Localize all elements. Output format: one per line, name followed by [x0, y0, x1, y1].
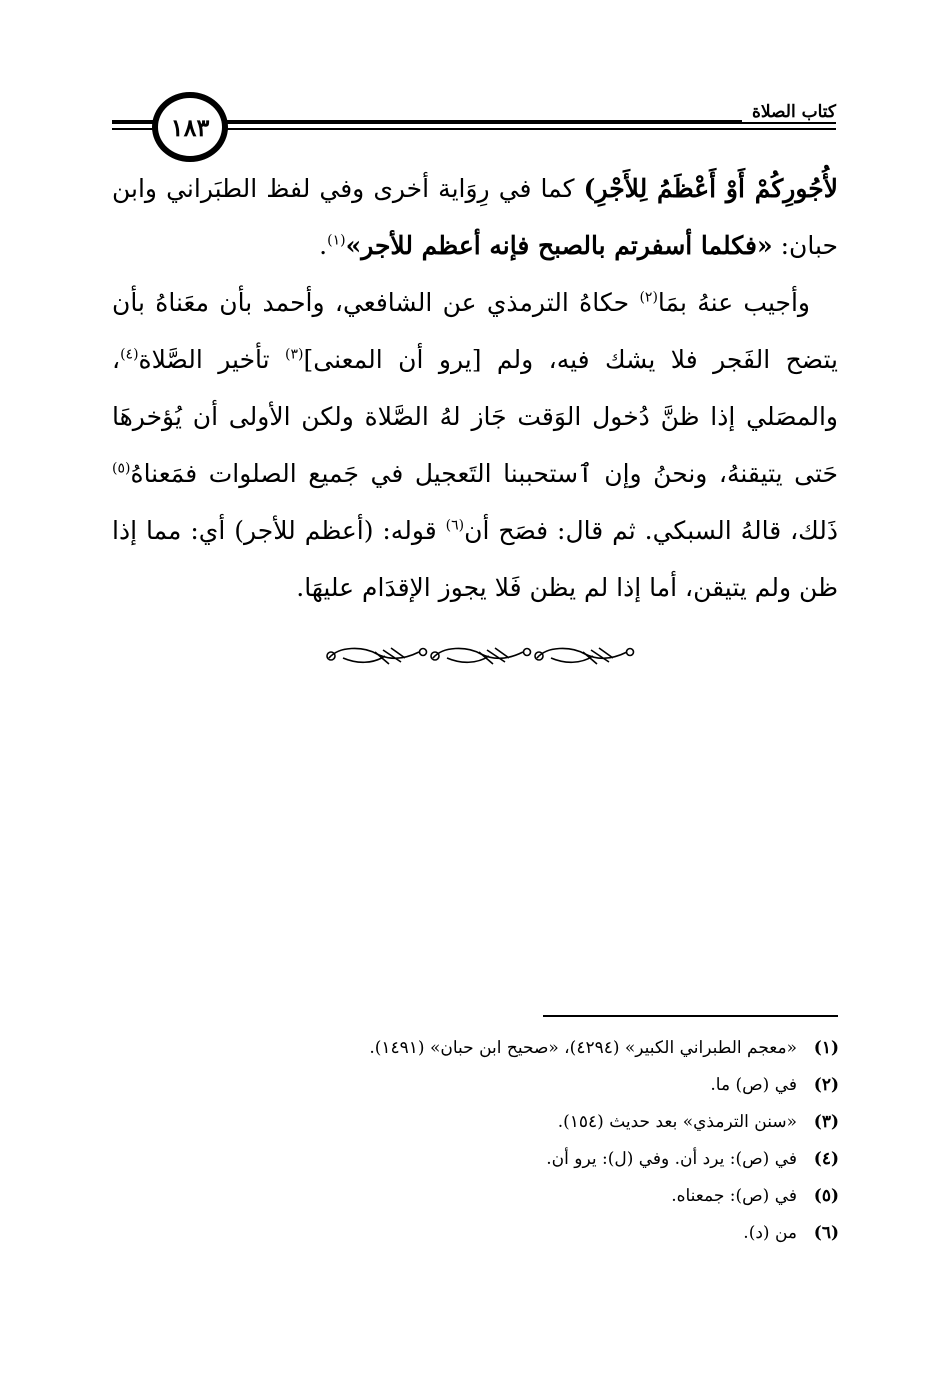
footnote-text: «سنن الترمذي» بعد حديث (١٥٤). — [557, 1112, 797, 1132]
footnote-number: (١) — [813, 1038, 839, 1058]
footnotes-list — [219, 1030, 839, 1252]
footnote-text: في (ص): جمعناه. — [671, 1186, 797, 1206]
footnote-number: (٦) — [813, 1223, 839, 1243]
footnote-item — [219, 1030, 839, 1067]
footnote-ref-4[interactable]: (٤) — [120, 346, 139, 363]
footnote-number: (٤) — [813, 1149, 839, 1169]
section-end-ornament — [323, 640, 635, 670]
paragraph-2 — [112, 274, 838, 616]
paragraph-1 — [112, 160, 838, 274]
text-run: كما في رِوَاية أخرى وفي لفظ الطبَراني وابن حبان: — [112, 174, 838, 260]
footnote-text: في (ص) ما. — [710, 1075, 797, 1095]
footnote-item — [219, 1178, 839, 1215]
text-run: حكاهُ الترمذي عن الشافعي، وأحمد بأن معَناهُ بأن يتضح الفَجر فلا يشك فيه، ولم [يرو أن المعنى] — [112, 288, 838, 374]
footnote-number: (٣) — [813, 1112, 839, 1132]
text-run: قوله: (أعظم للأجر) أي: مما إذا ظن ولم يتيقن، أما إذا لم يظن فَلا يجوز الإقدَام عليهَا. — [112, 516, 838, 602]
footnote-ref-5[interactable]: (٥) — [112, 460, 131, 477]
footnote-item — [219, 1215, 839, 1252]
footnote-item — [219, 1141, 839, 1178]
page-number: ١٨٣ — [170, 112, 210, 142]
quote-end: لأُجُورِكُمْ أَوْ أَعْظَمُ لِلأَجْرِ) — [583, 174, 838, 203]
running-title: كتاب الصلاة — [742, 102, 836, 122]
footnote-text: «معجم الطبراني الكبير» (٤٢٩٤)، «صحيح ابن حبان» (١٤٩١). — [369, 1038, 797, 1058]
footnote-separator — [543, 1015, 838, 1017]
text-run: ، والمصَلي إذا ظنَّ دُخول الوَقت جَاز لهُ الصَّلاة ولكن الأولى أن يُؤخرهَا حَتى يتيقنهُ، ونحنُ وإن ٱستحببنا التَعجيل في جَميع الصلوات فمَعناهُ — [112, 345, 838, 488]
text-run: تأخير الصَّلاة — [138, 345, 286, 374]
footnote-ref-3[interactable]: (٣) — [285, 346, 304, 363]
footnote-text: في (ص): يرد أن. وفي (ل): يرو أن. — [546, 1149, 797, 1169]
hadith-quote: «فكلما أسفرتم بالصبح فإنه أعظم للأجر» — [345, 231, 773, 260]
footnote-ref-6[interactable]: (٦) — [445, 517, 465, 534]
page-header — [112, 92, 836, 162]
footnote-item — [219, 1067, 839, 1104]
footnote-number: (٥) — [813, 1186, 839, 1206]
footnote-ref-1[interactable]: (١) — [327, 232, 346, 249]
footnote-text: من (د). — [743, 1223, 797, 1243]
text-run: . — [319, 231, 328, 260]
text-run: وأجيب عنهُ بمَا — [657, 288, 810, 317]
footnote-number: (٢) — [813, 1075, 839, 1095]
text-run: ذَلك، قالهُ السبكي. ثم قال: فصَح أن — [464, 516, 838, 545]
footnote-item — [219, 1104, 839, 1141]
footnote-ref-2[interactable]: (٢) — [639, 289, 658, 306]
main-text — [112, 160, 838, 616]
page-number-badge — [152, 92, 228, 162]
